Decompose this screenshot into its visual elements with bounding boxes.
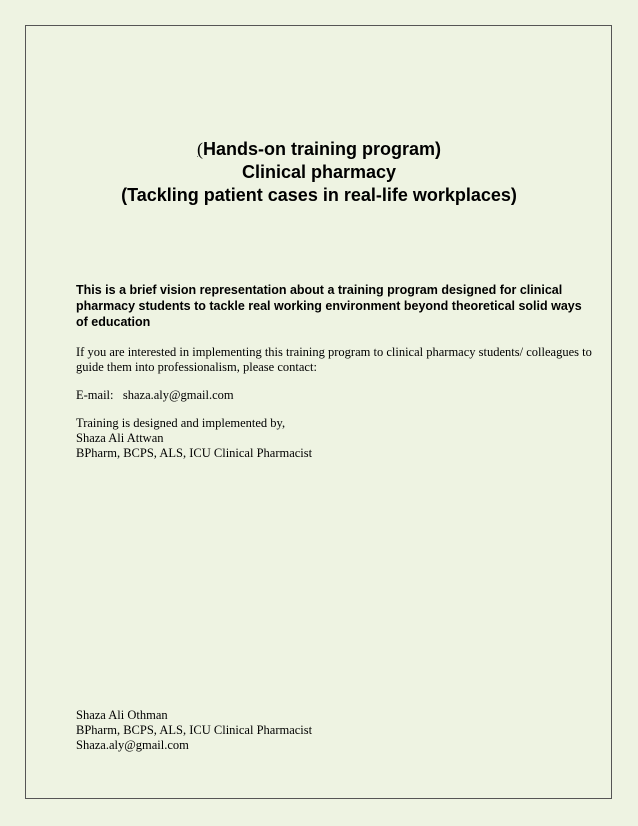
interest-paragraph: If you are interested in implementing this training program to clinical pharmacy students/ colleagues to guide them into professionalism, please contact: (76, 345, 592, 374)
credits-block (76, 416, 312, 461)
email-line (76, 388, 234, 403)
footer-name: Shaza Ali Othman (76, 708, 168, 722)
credits-qualifications: BPharm, BCPS, ALS, ICU Clinical Pharmacist (76, 446, 313, 460)
intro-paragraph: This is a brief vision representation about a training program designed for clinical pharmacy students to tackle real working environment beyond theoretical solid ways of education (76, 283, 582, 329)
title-open-paren: ( (197, 139, 203, 159)
credits-name: Shaza Ali Attwan (76, 431, 164, 445)
footer-email: Shaza.aly@gmail.com (76, 738, 189, 752)
title-line-1-text: Hands-on training program) (203, 139, 441, 159)
email-address: shaza.aly@gmail.com (122, 388, 234, 402)
footer-signature (76, 708, 312, 753)
document-title (0, 138, 638, 207)
credits-intro: Training is designed and implemented by, (76, 416, 286, 430)
email-label: E-mail: (76, 388, 114, 402)
title-line-2: Clinical pharmacy (241, 162, 397, 182)
title-line-1 (0, 138, 638, 161)
title-line-3: (Tackling patient cases in real-life workplaces) (121, 185, 517, 205)
footer-qualifications: BPharm, BCPS, ALS, ICU Clinical Pharmacist (76, 723, 313, 737)
